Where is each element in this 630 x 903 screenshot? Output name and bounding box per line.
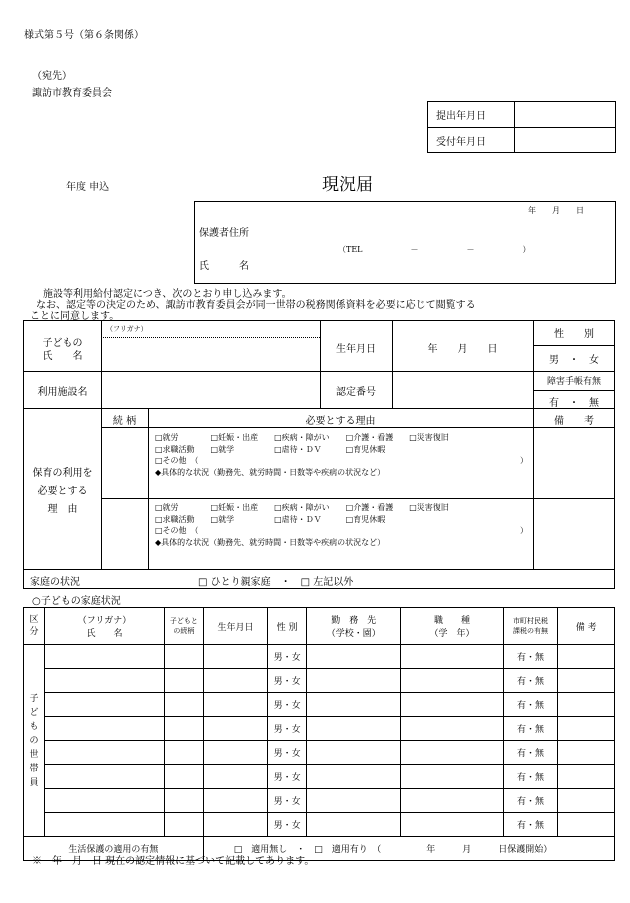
col-birthdate: 生年月日 bbox=[203, 608, 268, 645]
family-table bbox=[23, 607, 615, 861]
family-row: 男・女 有・無 bbox=[24, 741, 615, 765]
furigana-label: （フリガナ） bbox=[106, 325, 148, 333]
reason-other-1[interactable]: □その他 （ bbox=[155, 456, 199, 465]
guardian-address-field[interactable] bbox=[260, 222, 610, 238]
welfare-label: 生活保護の適用の有無 bbox=[24, 837, 204, 861]
footnote: ※ 年 月 日 現在の認定情報に基づいて記載してあります。 bbox=[32, 856, 315, 867]
submitted-date-field[interactable] bbox=[515, 102, 615, 126]
reason-other-2[interactable]: □その他 （ bbox=[155, 526, 199, 535]
child-name-label-2: 氏 名 bbox=[42, 351, 83, 362]
reason-side-label-3: 理 由 bbox=[47, 504, 78, 515]
addressee-name: 諏訪市教育委員会 bbox=[32, 88, 112, 99]
facility-field[interactable] bbox=[102, 372, 319, 407]
remarks-header: 備 考 bbox=[554, 416, 594, 427]
cert-number-field[interactable] bbox=[393, 372, 532, 407]
reason-checkboxes-2b[interactable]: □求職活動 □就学 □虐待・ＤＶ □育児休暇 bbox=[155, 515, 386, 524]
guardian-name-field[interactable] bbox=[260, 255, 610, 271]
tel-field[interactable]: （TEL － － ） bbox=[338, 245, 531, 254]
birthdate-field[interactable]: 年 月 日 bbox=[427, 344, 498, 355]
reason-side-label-2: 必要とする bbox=[37, 486, 88, 497]
col-occupation: 職 種 （学 年） bbox=[401, 608, 503, 645]
household-members-label: 子 ど も の 世 帯 員 bbox=[24, 645, 45, 837]
col-relation: 子どもと の続柄 bbox=[165, 608, 204, 645]
col-remarks: 備 考 bbox=[558, 608, 615, 645]
addressee-prefix: （宛先） bbox=[32, 71, 72, 82]
family-row: 男・女 有・無 bbox=[24, 693, 615, 717]
furigana-field[interactable] bbox=[102, 324, 319, 337]
family-row: 男・女 有・無 bbox=[24, 669, 615, 693]
reason-side-label-1: 保育の利用を bbox=[32, 468, 93, 479]
family-row: 男・女 有・無 bbox=[24, 789, 615, 813]
disability-label: 障害手帳有無 bbox=[546, 377, 601, 387]
received-date-label: 受付年月日 bbox=[436, 137, 486, 148]
guardian-address-label: 保護者住所 bbox=[199, 228, 249, 239]
reason-checkboxes-1a[interactable]: □就労 □妊娠・出産 □疾病・障がい □介護・看護 □災害復旧 bbox=[155, 433, 449, 442]
intro-line-1: 施設等利用給付認定につき、次のとおり申し込みます。 bbox=[43, 289, 292, 300]
facility-label: 利用施設名 bbox=[37, 387, 88, 398]
disability-selector[interactable]: 有 ・ 無 bbox=[549, 398, 599, 409]
intro-line-3: ことに同意します。 bbox=[30, 311, 120, 322]
received-date-field[interactable] bbox=[515, 128, 615, 152]
form-number: 様式第５号（第６条関係） bbox=[24, 30, 144, 41]
birthdate-label: 生年月日 bbox=[336, 344, 376, 355]
col-name: （フリガナ） 氏 名 bbox=[44, 608, 164, 645]
welfare-selector[interactable]: □ 適用無し ・ □ 適用有り （ 年 月 日保護開始） bbox=[203, 837, 614, 861]
sex-selector[interactable]: 男 ・ 女 bbox=[549, 355, 599, 366]
reason-detail-2[interactable]: ◆具体的な状況（勤務先、就労時間・日数等や疾病の状況など） bbox=[155, 538, 386, 547]
fiscal-year-label: 年度 申込 bbox=[66, 182, 110, 193]
application-date: 年 月 日 bbox=[528, 206, 584, 215]
family-row: 男・女 有・無 bbox=[24, 813, 615, 837]
reason-other-2-close: ） bbox=[520, 526, 528, 535]
family-row: 男・女 有・無 bbox=[24, 717, 615, 741]
col-tax: 市町村民税 課税の有無 bbox=[503, 608, 558, 645]
guardian-name-label: 氏 名 bbox=[199, 261, 249, 272]
submitted-date-label: 提出年月日 bbox=[436, 111, 486, 122]
col-class: 区 分 bbox=[24, 608, 45, 645]
col-workplace: 勤 務 先 （学校・園） bbox=[307, 608, 401, 645]
child-name-field[interactable] bbox=[102, 338, 319, 370]
intro-line-2: なお、認定等の決定のため、諏訪市教育委員会が同一世帯の税務関係資料を必要に応じて閲覧する bbox=[36, 300, 476, 311]
relation-header: 続 柄 bbox=[112, 416, 137, 427]
household-selector[interactable]: □ ひとり親家庭 ・ □ 左記以外 bbox=[198, 577, 354, 588]
reason-header: 必要とする理由 bbox=[305, 416, 376, 427]
col-sex: 性 別 bbox=[268, 608, 307, 645]
family-row: 男・女 有・無 bbox=[24, 765, 615, 789]
family-heading: ○子どもの家庭状況 bbox=[32, 596, 121, 607]
sex-label: 性 別 bbox=[554, 329, 594, 340]
reason-detail-1[interactable]: ◆具体的な状況（勤務先、就労時間・日数等や疾病の状況など） bbox=[155, 468, 386, 477]
reason-other-1-close: ） bbox=[520, 456, 528, 465]
reason-checkboxes-2a[interactable]: □就労 □妊娠・出産 □疾病・障がい □介護・看護 □災害復旧 bbox=[155, 503, 449, 512]
child-name-label-1: 子どもの bbox=[42, 338, 83, 349]
reason-checkboxes-1b[interactable]: □求職活動 □就学 □虐待・ＤＶ □育児休暇 bbox=[155, 445, 386, 454]
page-title: 現況届 bbox=[322, 175, 373, 195]
family-row: 子 ど も の 世 帯 員 男・女 有・無 bbox=[24, 645, 615, 669]
cert-number-label: 認定番号 bbox=[336, 387, 376, 398]
household-label: 家庭の状況 bbox=[30, 577, 80, 588]
